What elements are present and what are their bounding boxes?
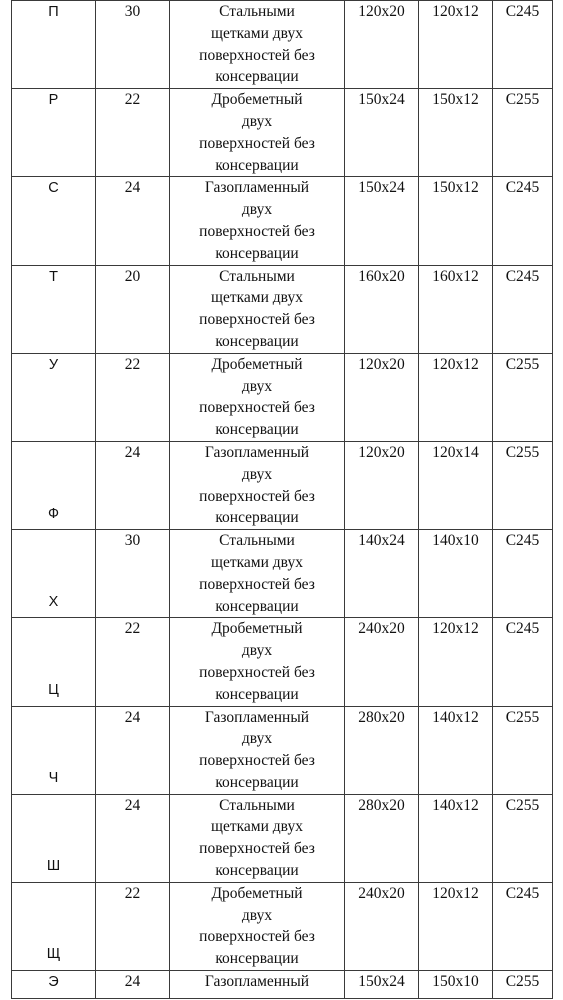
- section-size-1-cell: 150x24: [345, 89, 419, 177]
- section-size-1-cell: 140x24: [345, 530, 419, 618]
- section-size-2-cell: 140x12: [419, 706, 493, 794]
- surface-treatment-line: двух: [241, 201, 273, 219]
- surface-treatment-line: поверхностей без: [199, 311, 315, 329]
- variant-cell: Х: [12, 530, 96, 618]
- steel-grade-cell: С245: [493, 882, 553, 970]
- variant-cell: Ш: [12, 794, 96, 882]
- surface-treatment-line: Газопламенный: [204, 708, 310, 726]
- surface-treatment-line: поверхностей без: [199, 46, 315, 64]
- surface-treatment-line: двух: [241, 112, 273, 130]
- thickness-cell: 24: [96, 794, 170, 882]
- section-size-1-cell: 120x20: [345, 1, 419, 89]
- variant-cell: Ф: [12, 441, 96, 529]
- surface-treatment-line: консервации: [215, 156, 299, 174]
- surface-treatment-line: Стальными: [219, 3, 295, 20]
- surface-treatment-line: поверхностей без: [199, 487, 315, 505]
- thickness-cell: 22: [96, 353, 170, 441]
- table-row: [12, 265, 553, 353]
- section-size-1-cell: 240x20: [345, 882, 419, 970]
- section-size-1-cell: 120x20: [345, 441, 419, 529]
- variants-table: [11, 0, 553, 999]
- surface-treatment-line: двух: [241, 906, 273, 924]
- surface-treatment-cell: [170, 882, 345, 970]
- surface-treatment-cell: [170, 530, 345, 618]
- surface-treatment-line: Газопламенный: [204, 973, 310, 991]
- variant-cell: Э: [12, 971, 96, 999]
- surface-treatment-line: двух: [241, 730, 273, 748]
- steel-grade-cell: С245: [493, 1, 553, 89]
- thickness-cell: 22: [96, 618, 170, 706]
- steel-grade-cell: С245: [493, 530, 553, 618]
- surface-treatment-line: консервации: [215, 68, 299, 86]
- surface-treatment-line: поверхностей без: [199, 663, 315, 681]
- surface-treatment-line: Дробеметный: [211, 355, 303, 373]
- steel-grade-cell: С255: [493, 353, 553, 441]
- surface-treatment-line: поверхностей без: [199, 840, 315, 858]
- table-row: [12, 1, 553, 89]
- surface-treatment-line: щетками двух: [211, 289, 303, 307]
- steel-grade-cell: С245: [493, 618, 553, 706]
- surface-treatment-line: консервации: [215, 332, 299, 350]
- variants-table-body: [12, 1, 553, 999]
- thickness-cell: 30: [96, 530, 170, 618]
- section-size-2-cell: 150x12: [419, 177, 493, 265]
- table-row: [12, 353, 553, 441]
- section-size-2-cell: 120x12: [419, 882, 493, 970]
- steel-grade-cell: С255: [493, 706, 553, 794]
- surface-treatment-line: консервации: [215, 421, 299, 439]
- table-row: [12, 971, 553, 999]
- steel-grade-cell: С255: [493, 971, 553, 999]
- table-row: [12, 177, 553, 265]
- surface-treatment-line: Дробеметный: [211, 884, 303, 902]
- surface-treatment-cell: [170, 971, 345, 999]
- table-row: [12, 794, 553, 882]
- steel-grade-cell: С245: [493, 265, 553, 353]
- surface-treatment-line: Дробеметный: [211, 91, 303, 109]
- variant-cell: Р: [12, 89, 96, 177]
- surface-treatment-line: консервации: [215, 950, 299, 968]
- surface-treatment-line: консервации: [215, 597, 299, 615]
- surface-treatment-line: поверхностей без: [199, 752, 315, 770]
- surface-treatment-line: Стальными: [219, 796, 295, 814]
- surface-treatment-line: щетками двух: [211, 553, 303, 571]
- surface-treatment-line: консервации: [215, 685, 299, 703]
- surface-treatment-cell: [170, 89, 345, 177]
- variant-cell: Ч: [12, 706, 96, 794]
- section-size-1-cell: 160x20: [345, 265, 419, 353]
- section-size-1-cell: 120x20: [345, 353, 419, 441]
- variant-cell: П: [12, 1, 96, 89]
- section-size-2-cell: 140x10: [419, 530, 493, 618]
- steel-grade-cell: С255: [493, 89, 553, 177]
- thickness-cell: 20: [96, 265, 170, 353]
- surface-treatment-line: поверхностей без: [199, 222, 315, 240]
- surface-treatment-line: Стальными: [219, 267, 295, 285]
- variant-cell: Т: [12, 265, 96, 353]
- section-size-1-cell: 240x20: [345, 618, 419, 706]
- thickness-cell: 24: [96, 441, 170, 529]
- thickness-cell: 22: [96, 882, 170, 970]
- surface-treatment-cell: [170, 177, 345, 265]
- table-row: [12, 530, 553, 618]
- steel-grade-cell: С245: [493, 177, 553, 265]
- variant-cell: У: [12, 353, 96, 441]
- table-row: [12, 882, 553, 970]
- variant-cell: С: [12, 177, 96, 265]
- variant-cell: Щ: [12, 882, 96, 970]
- section-size-1-cell: 150x24: [345, 971, 419, 999]
- surface-treatment-cell: [170, 265, 345, 353]
- surface-treatment-line: щетками двух: [211, 818, 303, 836]
- section-size-2-cell: 120x12: [419, 1, 493, 89]
- thickness-cell: 24: [96, 706, 170, 794]
- surface-treatment-line: двух: [241, 642, 273, 660]
- surface-treatment-line: двух: [241, 465, 273, 483]
- section-size-2-cell: 120x12: [419, 618, 493, 706]
- surface-treatment-line: консервации: [215, 244, 299, 262]
- surface-treatment-line: консервации: [215, 773, 299, 791]
- surface-treatment-cell: [170, 794, 345, 882]
- surface-treatment-line: консервации: [215, 862, 299, 880]
- surface-treatment-line: Дробеметный: [211, 620, 303, 638]
- section-size-2-cell: 160x12: [419, 265, 493, 353]
- section-size-1-cell: 280x20: [345, 706, 419, 794]
- thickness-cell: 24: [96, 971, 170, 999]
- surface-treatment-line: поверхностей без: [199, 928, 315, 946]
- steel-grade-cell: С255: [493, 441, 553, 529]
- surface-treatment-cell: [170, 1, 345, 89]
- surface-treatment-cell: [170, 353, 345, 441]
- section-size-2-cell: 120x12: [419, 353, 493, 441]
- surface-treatment-line: Стальными: [219, 532, 295, 550]
- surface-treatment-line: Газопламенный: [204, 443, 310, 461]
- surface-treatment-line: поверхностей без: [199, 575, 315, 593]
- section-size-2-cell: 120x14: [419, 441, 493, 529]
- section-size-1-cell: 150x24: [345, 177, 419, 265]
- table-row: [12, 441, 553, 529]
- surface-treatment-line: двух: [241, 377, 273, 395]
- surface-treatment-line: консервации: [215, 509, 299, 527]
- surface-treatment-cell: [170, 706, 345, 794]
- variant-cell: Ц: [12, 618, 96, 706]
- table-row: [12, 89, 553, 177]
- table-row: [12, 706, 553, 794]
- section-size-1-cell: 280x20: [345, 794, 419, 882]
- surface-treatment-line: поверхностей без: [199, 134, 315, 152]
- section-size-2-cell: 150x10: [419, 971, 493, 999]
- surface-treatment-line: щетками двух: [211, 24, 303, 42]
- surface-treatment-cell: [170, 618, 345, 706]
- surface-treatment-cell: [170, 441, 345, 529]
- section-size-2-cell: 150x12: [419, 89, 493, 177]
- thickness-cell: 24: [96, 177, 170, 265]
- surface-treatment-line: поверхностей без: [199, 399, 315, 417]
- section-size-2-cell: 140x12: [419, 794, 493, 882]
- steel-grade-cell: С255: [493, 794, 553, 882]
- thickness-cell: 30: [96, 1, 170, 89]
- surface-treatment-line: Газопламенный: [204, 179, 310, 197]
- table-row: [12, 618, 553, 706]
- thickness-cell: 22: [96, 89, 170, 177]
